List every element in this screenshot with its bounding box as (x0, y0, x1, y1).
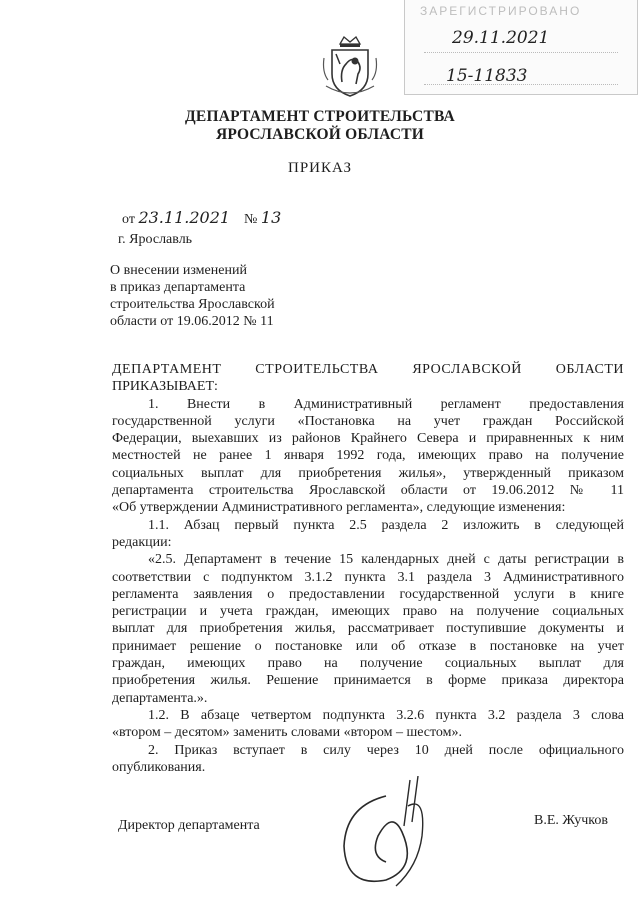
quote-line: департамента.». (112, 690, 208, 706)
item12-line: 1.2. В абзаце четвертом подпункта 3.2.6 пункта 3.2 раздела 3 слова (148, 707, 624, 723)
item12-line: «втором – десятом» заменить словами «втором – шестом». (112, 725, 463, 741)
quote-line: граждан, имеющих право на получение социальных выплат для (112, 656, 624, 672)
item1-line: Федерации, выехавших из районов Крайнего Севера и приравненных к ним (112, 431, 624, 447)
department-name-line1: ДЕПАРТАМЕНТ СТРОИТЕЛЬСТВА (185, 108, 455, 125)
document-type: ПРИКАЗ (288, 160, 352, 176)
order-subject (110, 262, 350, 330)
quote-line: «2.5. Департамент в течение 15 календарных дней с даты регистрации в (148, 552, 624, 568)
item11-line: 1.1. Абзац первый пункта 2.5 раздела 2 изложить в следующей (148, 517, 624, 533)
coat-of-arms-icon (318, 34, 382, 100)
number-prefix: № (244, 212, 258, 227)
handwritten-signature-icon (326, 776, 446, 896)
stamp-date: 29.11.2021 (452, 28, 550, 48)
department-name-line2: ЯРОСЛАВСКОЙ ОБЛАСТИ (215, 126, 425, 143)
signatory-position: Директор департамента (118, 818, 260, 833)
item2-line: 2. Приказ вступает в силу через 10 дней после официального (148, 742, 624, 758)
stamp-number: 15-11833 (446, 66, 528, 86)
item1-line: 1. Внести в Административный регламент предоставления (148, 396, 624, 412)
quote-line: регистрации и учета граждан, имеющих право на получение социальных (112, 604, 624, 620)
order-date: 23.11.2021 (138, 208, 231, 227)
order-date-number (122, 208, 281, 228)
item1-line: департамента строительства Ярославской области от 19.06.2012 № 11 (112, 483, 624, 499)
quote-line: выплат для приобретения жилья, рассматривает поступившие документы и (112, 621, 624, 637)
item1-line: социальных выплат для приобретения жилья», утвержденный приказом (112, 465, 624, 481)
quote-line: приобретения жилья. Решение принимается в форме приказа директора (112, 673, 624, 689)
city: г. Ярославль (118, 232, 193, 247)
signatory-name: В.Е. Жучков (534, 813, 608, 828)
quote-line: соответствии с подпунктом 3.1.2 пункта 3.1 раздела 3 Административного (112, 569, 624, 585)
preamble-line: ДЕПАРТАМЕНТ СТРОИТЕЛЬСТВА ЯРОСЛАВСКОЙ ОБЛАСТИ (112, 362, 624, 377)
item2-line: опубликования. (112, 759, 206, 775)
subject-line: О внесении изменений (110, 263, 247, 278)
quote-line: регламента заявления о предоставлении государственной услуги в книге (112, 586, 624, 602)
subject-line: в приказ департамента (110, 280, 246, 295)
order-number: 13 (260, 208, 282, 227)
order-body (112, 361, 624, 776)
stamp-line (424, 52, 618, 53)
preamble-line: ПРИКАЗЫВАЕТ: (112, 379, 218, 395)
date-prefix: от (122, 212, 135, 227)
subject-line: области от 19.06.2012 № 11 (110, 314, 274, 329)
item1-line: государственной услуги «Постановка на учет граждан Российской (112, 413, 624, 429)
quote-line: принимает решение о постановке или об отказе в постановке на учет (112, 638, 624, 654)
item1-line: местностей не ранее 1 января 1992 года, имеющих право на получение (112, 448, 624, 464)
subject-line: строительства Ярославской (110, 297, 275, 312)
item11-line: редакции: (112, 534, 172, 550)
stamp-header: ЗАРЕГИСТРИРОВАНО (420, 4, 582, 18)
item1-line: «Об утверждении Административного регламента», следующие изменения: (112, 500, 566, 516)
